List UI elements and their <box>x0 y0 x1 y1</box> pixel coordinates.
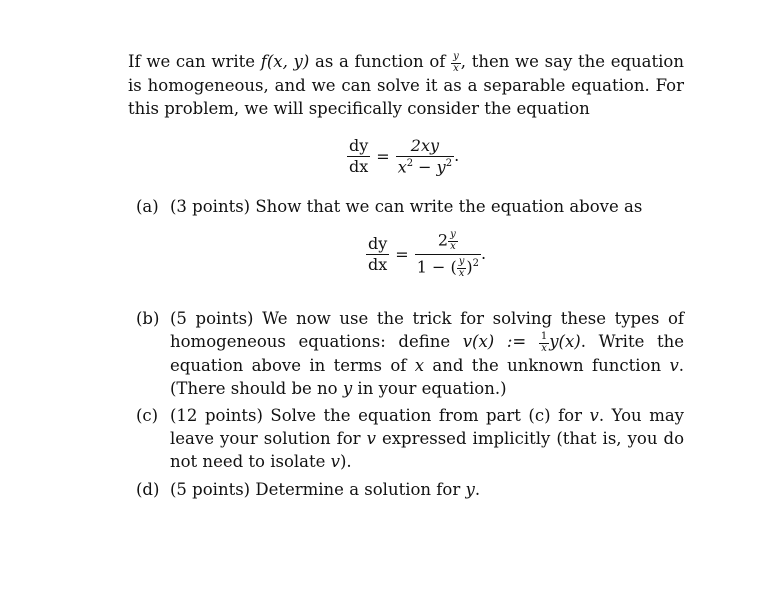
part-c-t3: expressed implicitly (that is, you do not need to isolate <box>170 429 684 471</box>
part-c-v2: v <box>366 429 376 448</box>
part-c-label: (c) <box>136 406 159 425</box>
eq1-minus: − <box>413 157 437 177</box>
eq1-sq-1: 2 <box>406 158 414 169</box>
eq1-equals: = <box>376 147 390 167</box>
eq1-rhs <box>396 138 454 175</box>
eq1-dx: dx <box>349 157 369 177</box>
part-d-text <box>170 478 684 501</box>
eq2-rhs-numerator <box>415 230 481 255</box>
part-b-one-over-x <box>539 332 549 354</box>
eq2-num-frac-n: y <box>450 229 456 240</box>
intro-fxy: f(x, y) <box>260 52 310 71</box>
part-c-text <box>170 404 684 473</box>
part-b <box>136 307 684 400</box>
frac-denominator: x <box>453 62 459 74</box>
intro-paragraph <box>128 50 684 120</box>
equation-1 <box>347 138 459 175</box>
part-b-y: y <box>342 378 353 398</box>
eq2-den-frac-d: x <box>458 268 465 279</box>
part-a-label: (a) <box>136 197 159 216</box>
equation-2 <box>366 230 486 279</box>
part-c-v1: v <box>589 406 599 425</box>
part-b-x: x <box>414 355 425 375</box>
eq2-period: . <box>480 244 487 263</box>
eq2-den-y-over-x <box>457 257 467 279</box>
eq1-sq-2: 2 <box>445 158 453 169</box>
eq1-period: . <box>454 146 460 166</box>
eq2-equals: = <box>395 245 409 264</box>
part-c-t1: (12 points) Solve the equation from part (c) for <box>170 406 590 425</box>
eq2-lhs <box>366 236 389 273</box>
part-c <box>136 404 684 473</box>
part-c-v3: v <box>330 452 340 471</box>
part-b-label: (b) <box>136 309 160 328</box>
part-b-text <box>170 307 684 400</box>
eq1-dy: dy <box>349 136 369 156</box>
eq2-rhs-denominator <box>415 255 481 279</box>
intro-text-3: , then we say the equation is homogeneous, and we can solve it as a separable equation. For this problem, we will specifically consider the equation <box>128 52 684 118</box>
part-a <box>136 195 684 218</box>
part-b-frac-n: 1 <box>540 330 548 342</box>
eq2-dx: dx <box>368 255 388 274</box>
eq1-lhs <box>347 138 370 175</box>
part-b-t2: . Write the equation above in terms of <box>170 332 684 375</box>
eq2-num-frac-d: x <box>450 241 456 252</box>
eq2-one-minus: 1 − ( <box>416 257 457 277</box>
part-d-y: y <box>465 480 475 499</box>
part-b-t3: and the unknown function <box>424 355 670 375</box>
eq1-rhs-numerator: 2xy <box>396 138 454 157</box>
eq2-close-paren: ) <box>466 257 473 277</box>
eq2-sq: 2 <box>472 258 479 270</box>
part-b-t1: (5 points) We now use the trick for solving these types of homogeneous equations: define <box>170 309 684 351</box>
part-d-t2: . <box>474 480 481 499</box>
part-a-text: (3 points) Show that we can write the equation above as <box>170 197 643 216</box>
eq1-rhs-denominator <box>396 157 454 175</box>
part-d-t1: (5 points) Determine a solution for <box>170 480 466 499</box>
part-b-t5: in your equation.) <box>352 378 507 398</box>
eq1-den-y: y <box>436 157 446 177</box>
part-b-frac-d: x <box>541 342 547 354</box>
part-b-v: v <box>669 355 679 375</box>
eq2-coef: 2 <box>437 230 449 250</box>
eq1-den-x: x <box>397 157 407 177</box>
eq2-dy: dy <box>368 234 388 253</box>
part-d-label: (d) <box>136 480 160 499</box>
intro-text-2: as a function of <box>309 52 452 71</box>
eq2-num-y-over-x <box>448 230 458 252</box>
intro-text-1: If we can write <box>128 52 261 71</box>
part-b-vx: v(x) := <box>462 332 539 351</box>
part-d <box>136 478 684 501</box>
part-c-t4: ). <box>339 452 352 471</box>
part-c-t2: . You may leave your solution for <box>170 406 684 448</box>
eq2-rhs <box>415 230 481 279</box>
problem-statement <box>128 50 684 120</box>
eq2-den-frac-n: y <box>458 256 465 267</box>
intro-y-over-x <box>451 52 461 74</box>
part-b-yx: y(x) <box>549 332 581 351</box>
frac-numerator: y <box>453 50 459 62</box>
part-b-t4: . (There should be no <box>170 355 685 398</box>
